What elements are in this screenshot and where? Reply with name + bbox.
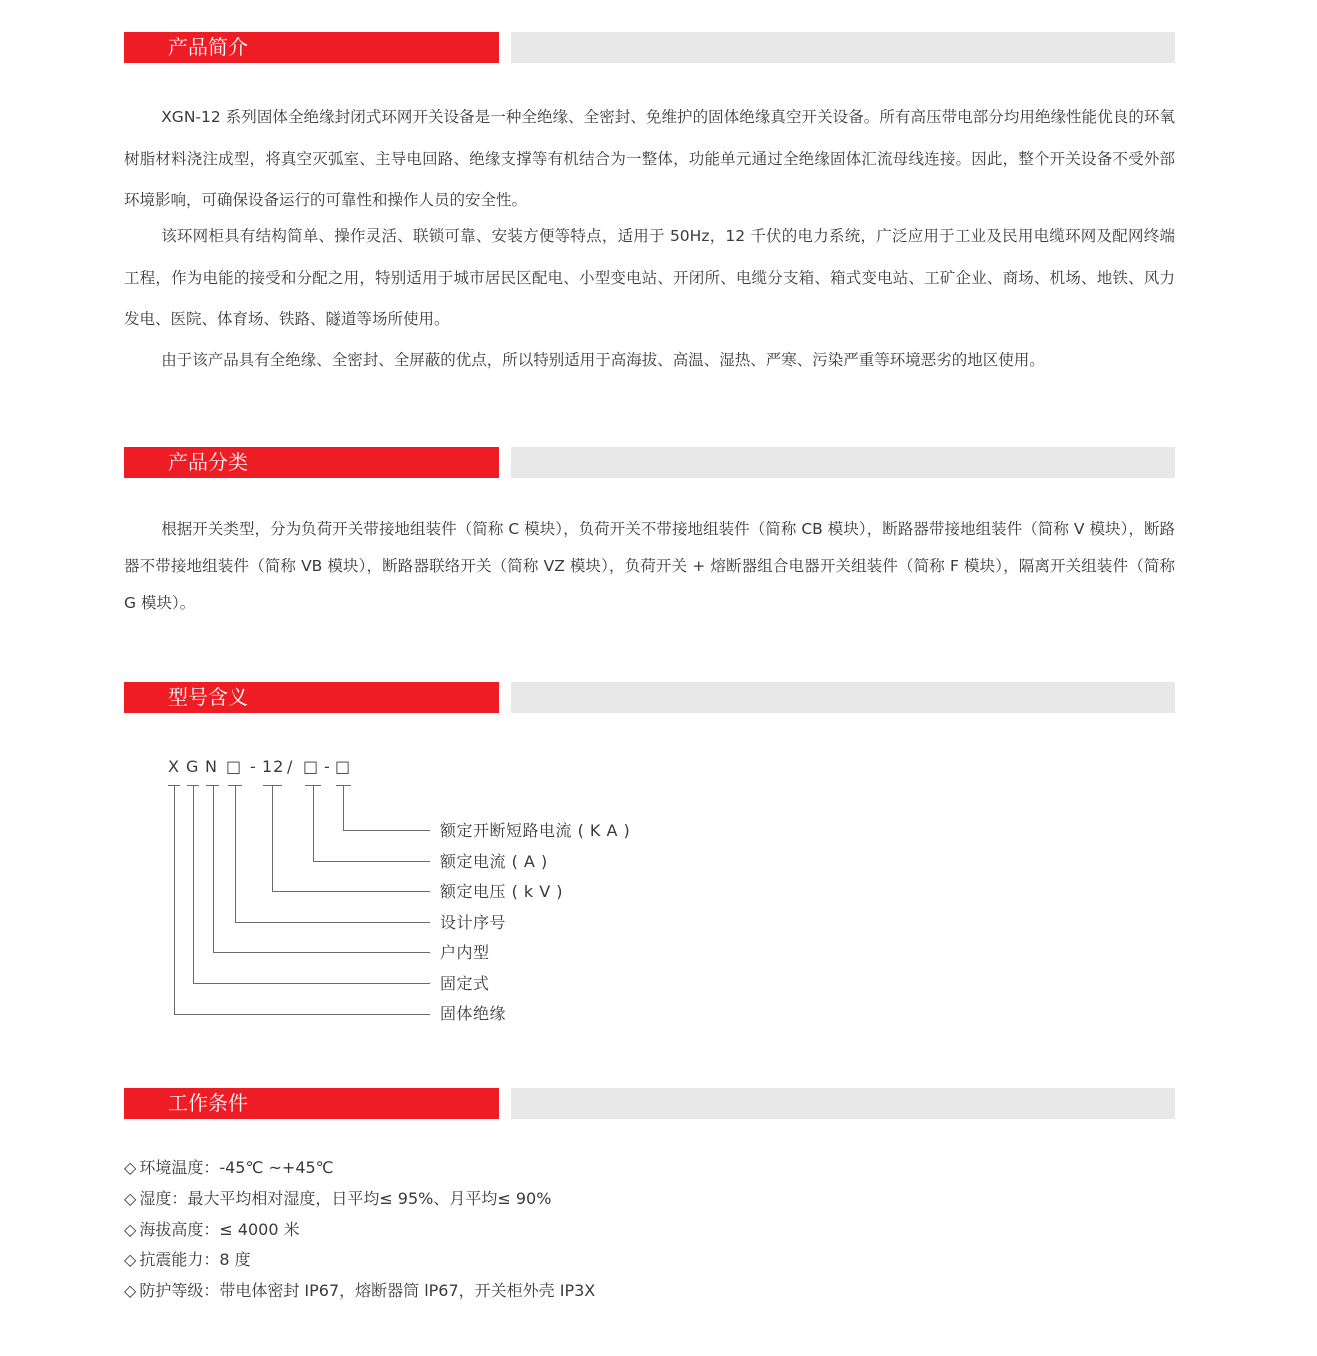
model-code-placeholder: □ bbox=[335, 757, 352, 776]
condition-item bbox=[124, 1279, 595, 1303]
model-meaning-design-number: 设计序号 bbox=[440, 913, 507, 932]
intro-paragraph-3: 由于该产品具有全绝缘、全密封、全屏蔽的优点，所以特别适用于高海拔、高温、湿热、严寒、污染严重等环境恶劣的地区使用。 bbox=[161, 351, 1045, 369]
model-meaning-fixed: 固定式 bbox=[440, 974, 490, 993]
leader-line bbox=[236, 786, 431, 923]
leader-line bbox=[344, 786, 431, 831]
leader-line bbox=[314, 786, 431, 862]
condition-item bbox=[124, 1248, 251, 1272]
section-title-conditions: 工作条件 bbox=[124, 1088, 499, 1119]
section-header-conditions bbox=[124, 1088, 1175, 1119]
model-code-char: / bbox=[287, 757, 294, 776]
diamond-bullet-icon: ◇ bbox=[124, 1220, 137, 1239]
section-title-model: 型号含义 bbox=[124, 682, 499, 713]
model-code-char: X bbox=[168, 757, 180, 776]
model-code-char: 12 bbox=[262, 757, 285, 776]
diamond-bullet-icon: ◇ bbox=[124, 1189, 137, 1208]
leader-line bbox=[214, 786, 431, 953]
condition-item bbox=[124, 1156, 334, 1180]
section-header-bar bbox=[511, 1088, 1175, 1119]
model-code-char: - bbox=[250, 757, 257, 776]
diamond-bullet-icon: ◇ bbox=[124, 1281, 137, 1300]
model-code-char: G bbox=[186, 757, 200, 776]
model-meaning-indoor: 户内型 bbox=[440, 943, 490, 962]
intro-paragraph-1: XGN-12 系列固体全绝缘封闭式环网开关设备是一种全绝缘、全密封、免维护的固体绝缘真空开关设备。所有高压带电部分均用绝缘性能优良的环氧树脂材料浇注成型，将真空灭弧室、主导电回路、绝缘支撑等有机结合为一整体，功能单元通过全绝缘固体汇流母线连接。因此，整个开关设备不受外部环境影响，可确保设备运行的可靠性和操作人员的安全性。 bbox=[124, 108, 1175, 209]
model-meaning-solid-insulation: 固体绝缘 bbox=[440, 1004, 507, 1023]
model-meaning-rated-current: 额定电流 ( A ) bbox=[440, 852, 548, 871]
condition-text: 防护等级：带电体密封 IP67，熔断器筒 lP67，开关柜外壳 IP3X bbox=[139, 1281, 596, 1300]
condition-text: 环境温度：-45℃ ~+45℃ bbox=[139, 1158, 334, 1177]
section-title-classification: 产品分类 bbox=[124, 447, 499, 478]
model-meaning-breaking-current: 额定开断短路电流 ( K A ) bbox=[440, 821, 631, 840]
model-code-placeholder: □ bbox=[226, 757, 243, 776]
condition-text: 海拔高度：≤ 4000 米 bbox=[139, 1220, 300, 1239]
condition-text: 湿度：最大平均相对湿度，日平均≤ 95%、月平均≤ 90% bbox=[139, 1189, 552, 1208]
model-code-char: N bbox=[205, 757, 218, 776]
intro-paragraph-2: 该环网柜具有结构简单、操作灵活、联锁可靠、安装方便等特点，适用于 50Hz，12 千伏的电力系统，广泛应用于工业及民用电缆环网及配网终端工程，作为电能的接受和分配之用，特别适用于城市居民区配电、小型变电站、开闭所、电缆分支箱、箱式变电站、工矿企业、商场、机场、地铁、风力发电、医院、体育场、铁路、隧道等场所使用。 bbox=[124, 227, 1175, 328]
section-title-intro: 产品简介 bbox=[124, 32, 499, 63]
condition-item bbox=[124, 1187, 551, 1211]
model-code-char: - bbox=[324, 757, 331, 776]
leader-line bbox=[175, 786, 431, 1015]
diamond-bullet-icon: ◇ bbox=[124, 1158, 137, 1177]
diamond-bullet-icon: ◇ bbox=[124, 1250, 137, 1269]
condition-item bbox=[124, 1218, 300, 1242]
model-code-placeholder: □ bbox=[303, 757, 320, 776]
condition-text: 抗震能力：8 度 bbox=[139, 1250, 251, 1269]
leader-line bbox=[194, 786, 431, 984]
leader-line bbox=[273, 786, 431, 892]
model-meaning-rated-voltage: 额定电压 ( k V ) bbox=[440, 882, 564, 901]
classification-paragraph: 根据开关类型，分为负荷开关带接地组装件（简称 C 模块），负荷开关不带接地组装件（简称 CB 模块），断路器带接地组装件（简称 V 模块），断路器不带接地组装件（简称 VB 模块），断路器联络开关（简称 VZ 模块），负荷开关 + 熔断器组合电器开关组装件（简称 F 模块），隔离开关组装件（简称 G 模块）。 bbox=[124, 520, 1175, 612]
